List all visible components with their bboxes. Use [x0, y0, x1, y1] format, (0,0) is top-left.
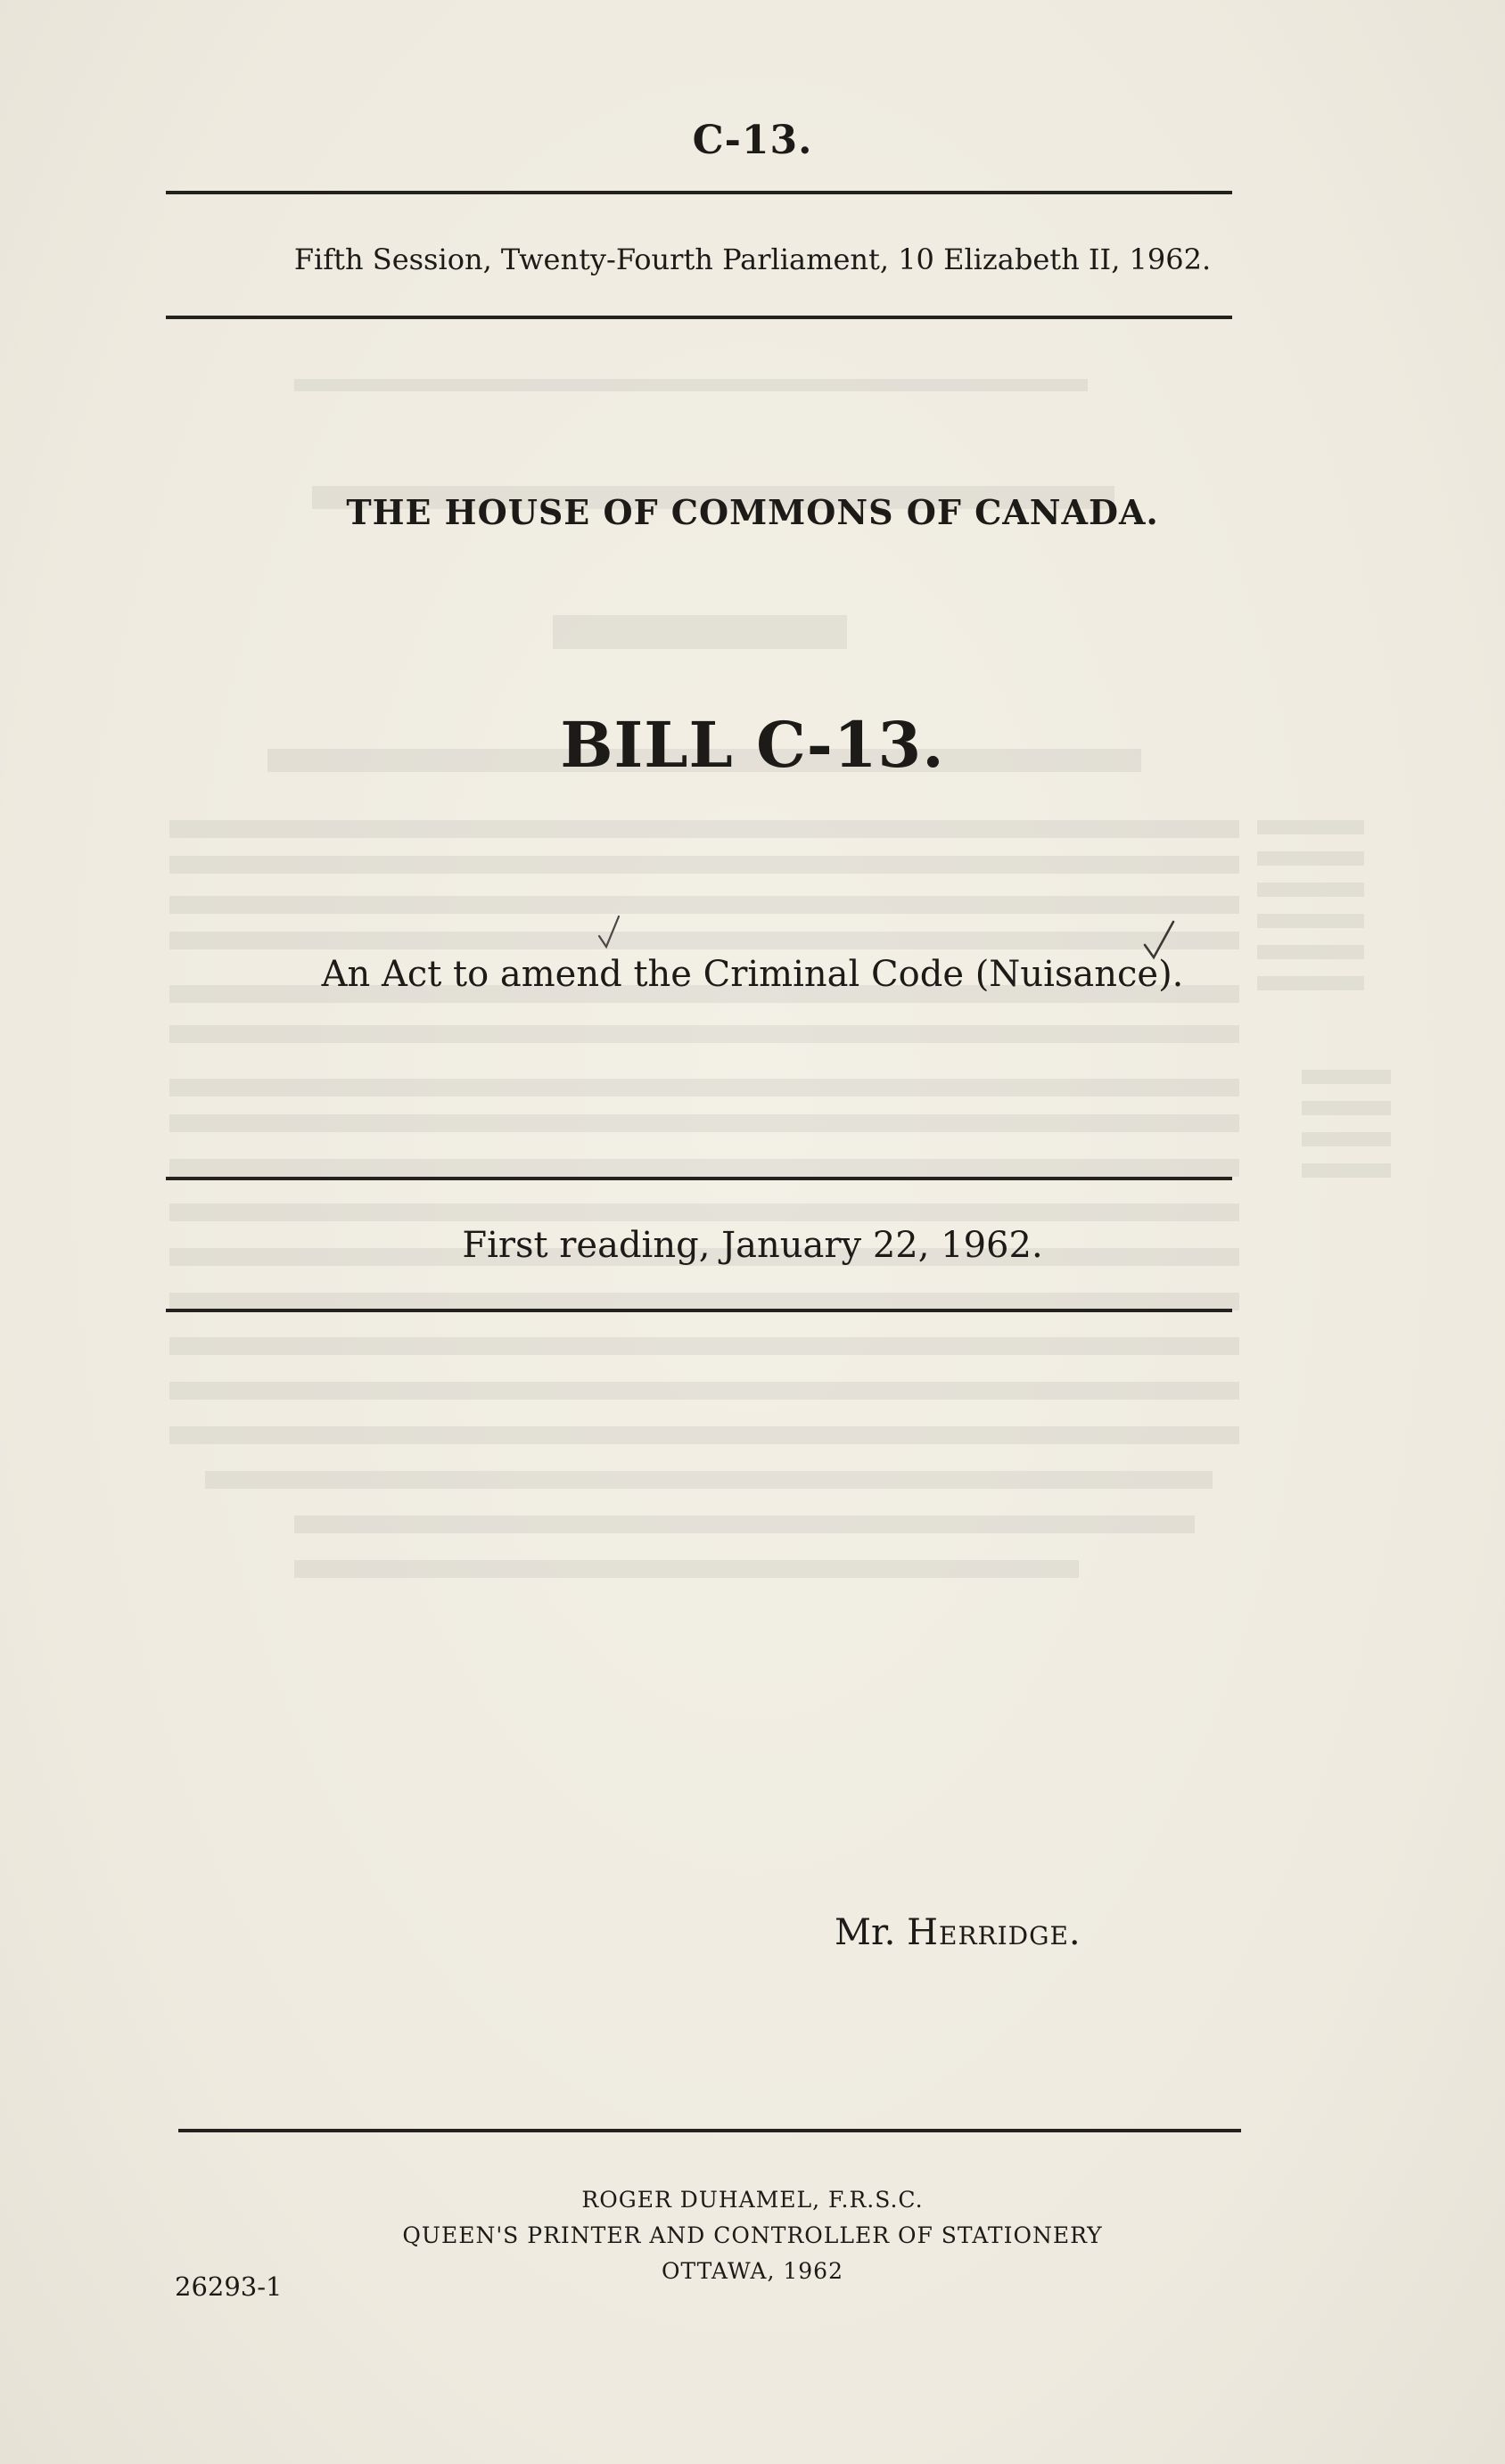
first-reading-line: First reading, January 22, 1962. — [462, 1225, 1043, 1266]
act-title: An Act to amend the Criminal Code (Nuisance). — [321, 954, 1184, 995]
house-heading: THE HOUSE OF COMMONS OF CANADA. — [346, 492, 1159, 532]
bill-number-header: C-13. — [692, 118, 813, 163]
header-top-rule — [166, 191, 1232, 194]
bill-title: BILL C-13. — [560, 708, 945, 782]
reading-bottom-rule — [166, 1309, 1232, 1312]
printer-name: ROGER DUHAMEL, F.R.S.C. — [581, 2187, 924, 2213]
session-line: Fifth Session, Twenty-Fourth Parliament, 10 Elizabeth II, 1962. — [293, 242, 1212, 276]
printer-top-rule — [178, 2129, 1241, 2132]
printer-place: OTTAWA, 1962 — [661, 2258, 843, 2284]
sponsor-name: Herridge. — [907, 1912, 1081, 1953]
sponsor-line — [835, 1912, 1081, 1953]
printer-title: QUEEN'S PRINTER AND CONTROLLER OF STATIONERY — [402, 2222, 1103, 2248]
header-bottom-rule — [166, 316, 1232, 319]
check-mark-icon — [596, 913, 622, 952]
sponsor-prefix: Mr. — [835, 1912, 896, 1953]
print-number: 26293-1 — [175, 2271, 283, 2302]
reading-top-rule — [166, 1177, 1232, 1180]
